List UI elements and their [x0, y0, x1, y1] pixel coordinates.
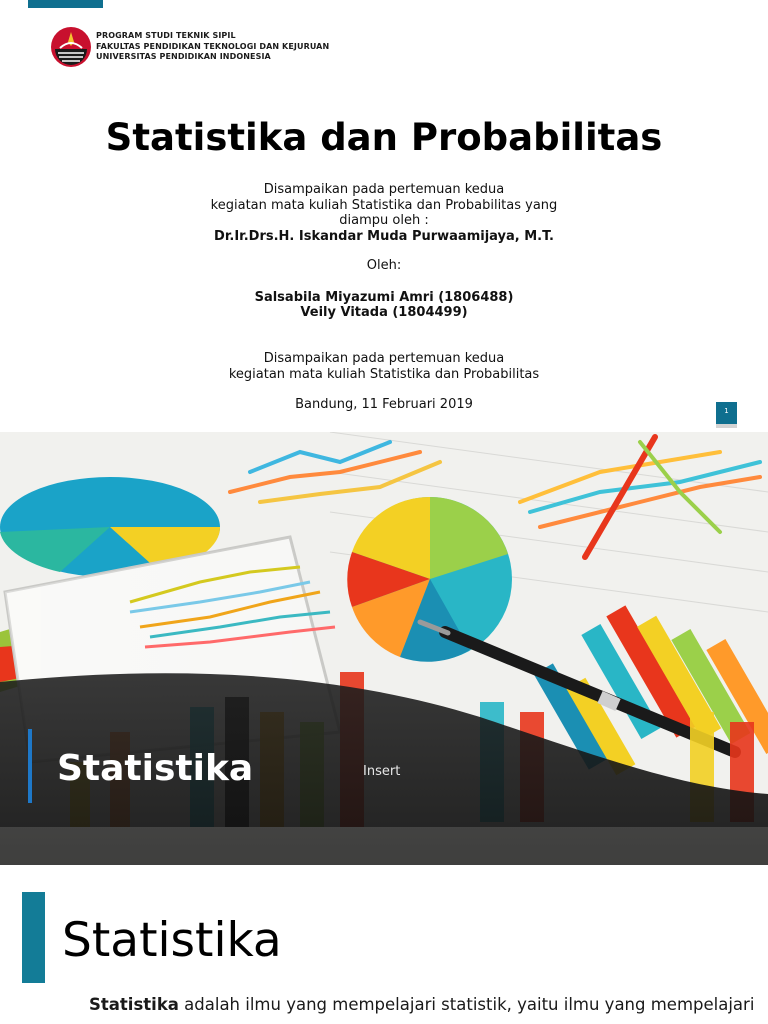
presented-line-2: kegiatan mata kuliah Statistika dan Probabilitas yang	[210, 198, 558, 213]
top-accent-bar	[28, 0, 103, 8]
charts-photo-background	[0, 432, 768, 865]
section-title-accent-bar	[28, 729, 32, 803]
institution-line-3: UNIVERSITAS PENDIDIKAN INDONESIA	[96, 52, 271, 61]
page-number-badge: 1	[716, 402, 737, 424]
insert-label: Insert	[363, 764, 401, 779]
university-logo-icon	[50, 26, 92, 68]
presented-line-1: Disampaikan pada pertemuan kedua	[263, 182, 505, 197]
content-heading: Statistika	[62, 913, 282, 968]
title-slide	[0, 0, 768, 432]
institution-line-1: PROGRAM STUDI TEKNIK SIPIL	[96, 31, 236, 40]
section-title: Statistika	[57, 748, 254, 789]
presented-line-3: diampu oleh :	[339, 213, 429, 228]
presented2-line-2: kegiatan mata kuliah Statistika dan Probabilitas	[228, 367, 540, 382]
institution-line-2: FAKULTAS PENDIDIKAN TEKNOLOGI DAN KEJURUAN	[96, 41, 330, 51]
author-2: Veily Vitada (1804499)	[300, 305, 468, 320]
heading-accent-bar	[22, 892, 45, 983]
paragraph-bold-term: Statistika	[89, 995, 179, 1014]
section-slide	[0, 432, 768, 865]
page-number-underline	[716, 424, 737, 428]
slide-title: Statistika dan Probabilitas	[105, 116, 663, 159]
by-label: Oleh:	[366, 258, 402, 273]
author-1: Salsabila Miyazumi Amri (1806488)	[254, 290, 514, 305]
institution-name	[96, 31, 329, 63]
place-date: Bandung, 11 Februari 2019	[295, 397, 473, 412]
presented2-line-1: Disampaikan pada pertemuan kedua	[263, 351, 505, 366]
paragraph-text: adalah ilmu yang mempelajari statistik, yaitu ilmu yang mempelajari	[178, 995, 755, 1014]
lecturer-name: Dr.Ir.Drs.H. Iskandar Muda Purwaamijaya, M.T.	[214, 229, 554, 244]
content-slide	[0, 865, 768, 1024]
content-paragraph	[89, 995, 754, 1014]
